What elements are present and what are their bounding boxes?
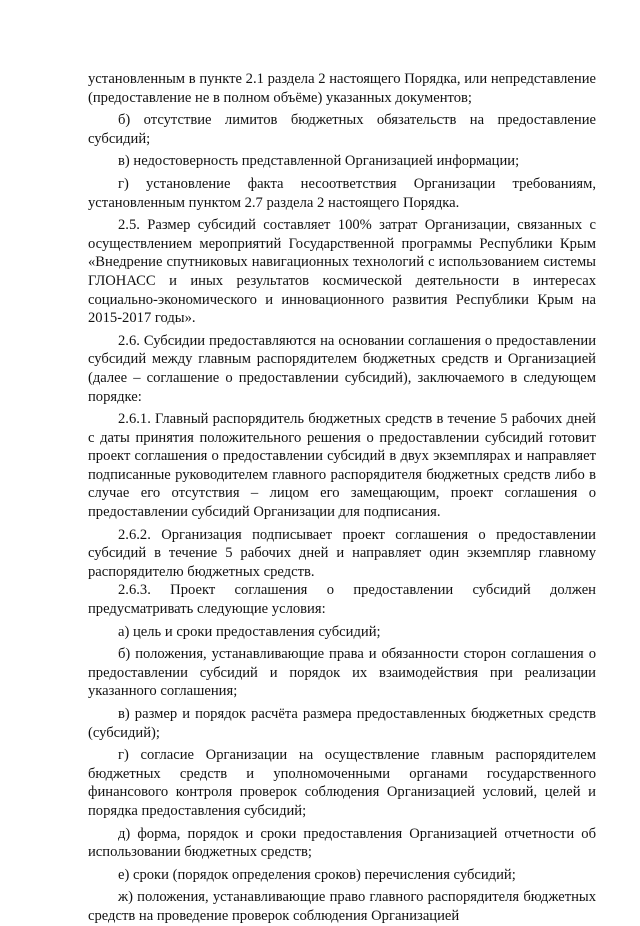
paragraph-continuation: установленным в пункте 2.1 раздела 2 настоящего Порядка, или непредставление (предоставление не в полном объёме) указанных документов; [88,71,596,106]
paragraph-2-6-3: 2.6.3. Проект соглашения о предоставлении субсидий должен предусматривать следующие условия: [88,582,596,618]
paragraph-2-6: 2.6. Субсидии предоставляются на основании соглашения о предоставлении субсидий между главным распорядителем бюджетных средств и Организацией (далее – соглашение о предоставлении субсидий), заключаемого в следующем порядке: [88,332,596,405]
document-body [88,70,596,926]
paragraph-item-a: а) цель и сроки предоставления субсидий; [118,623,381,640]
paragraph-item-g: г) установление факта несоответствия Организации требованиям, установленным пунктом 2.7 раздела 2 настоящего Порядка. [88,175,596,211]
paragraph-item-d: д) форма, порядок и сроки предоставления Организацией отчетности об использовании бюджетных средств; [88,825,596,861]
paragraph-item-zh: ж) положения, устанавливающие право главного распорядителя бюджетных средств на проведение проверок соблюдения Организацией [88,889,596,924]
paragraph-item-v2: в) размер и порядок расчёта размера предоставленных бюджетных средств (субсидий); [88,706,596,741]
paragraph-2-6-2: 2.6.2. Организация подписывает проект соглашения о предоставлении субсидий в течение 5 рабочих дней и направляет один экземпляр главному распорядителю бюджетных средств. [88,526,596,580]
paragraph-item-g2: г) согласие Организации на осуществление главным распорядителем бюджетных средств и уполномоченными органами государственного финансового контроля проверок соблюдения Организацией условий, целей и порядка предоставления субсидий; [88,747,596,819]
paragraph-item-e: е) сроки (порядок определения сроков) перечисления субсидий; [118,866,516,883]
paragraph-item-v: в) недостоверность представленной Организацией информации; [118,153,520,170]
paragraph-2-5: 2.5. Размер субсидий составляет 100% затрат Организации, связанных с осуществлением мероприятий Государственной программы Республики Крым «Внедрение спутниковых навигационных технологий с использованием системы ГЛОНАСС и иных результатов космической деятельности в интересах социально-экономического и инновационного развития Республики Крым на 2015-2017 годы». [88,217,596,327]
paragraph-item-b2: б) положения, устанавливающие права и обязанности сторон соглашения о предоставлении субсидий и порядок их взаимодействия при реализации указанного соглашения; [88,646,596,700]
paragraph-item-b: б) отсутствие лимитов бюджетных обязательств на предоставление субсидий; [88,112,596,147]
paragraph-2-6-1: 2.6.1. Главный распорядитель бюджетных средств в течение 5 рабочих дней с даты принятия положительного решения о предоставлении субсидий готовит проект соглашения о предоставлении субсидий в двух экземплярах и направляет подписанные руководителем главного распорядителя бюджетных средств либо в случае его отсутствия – лицом его замещающим, проект соглашения о предоставлении субсидий Организации для подписания. [88,411,596,521]
